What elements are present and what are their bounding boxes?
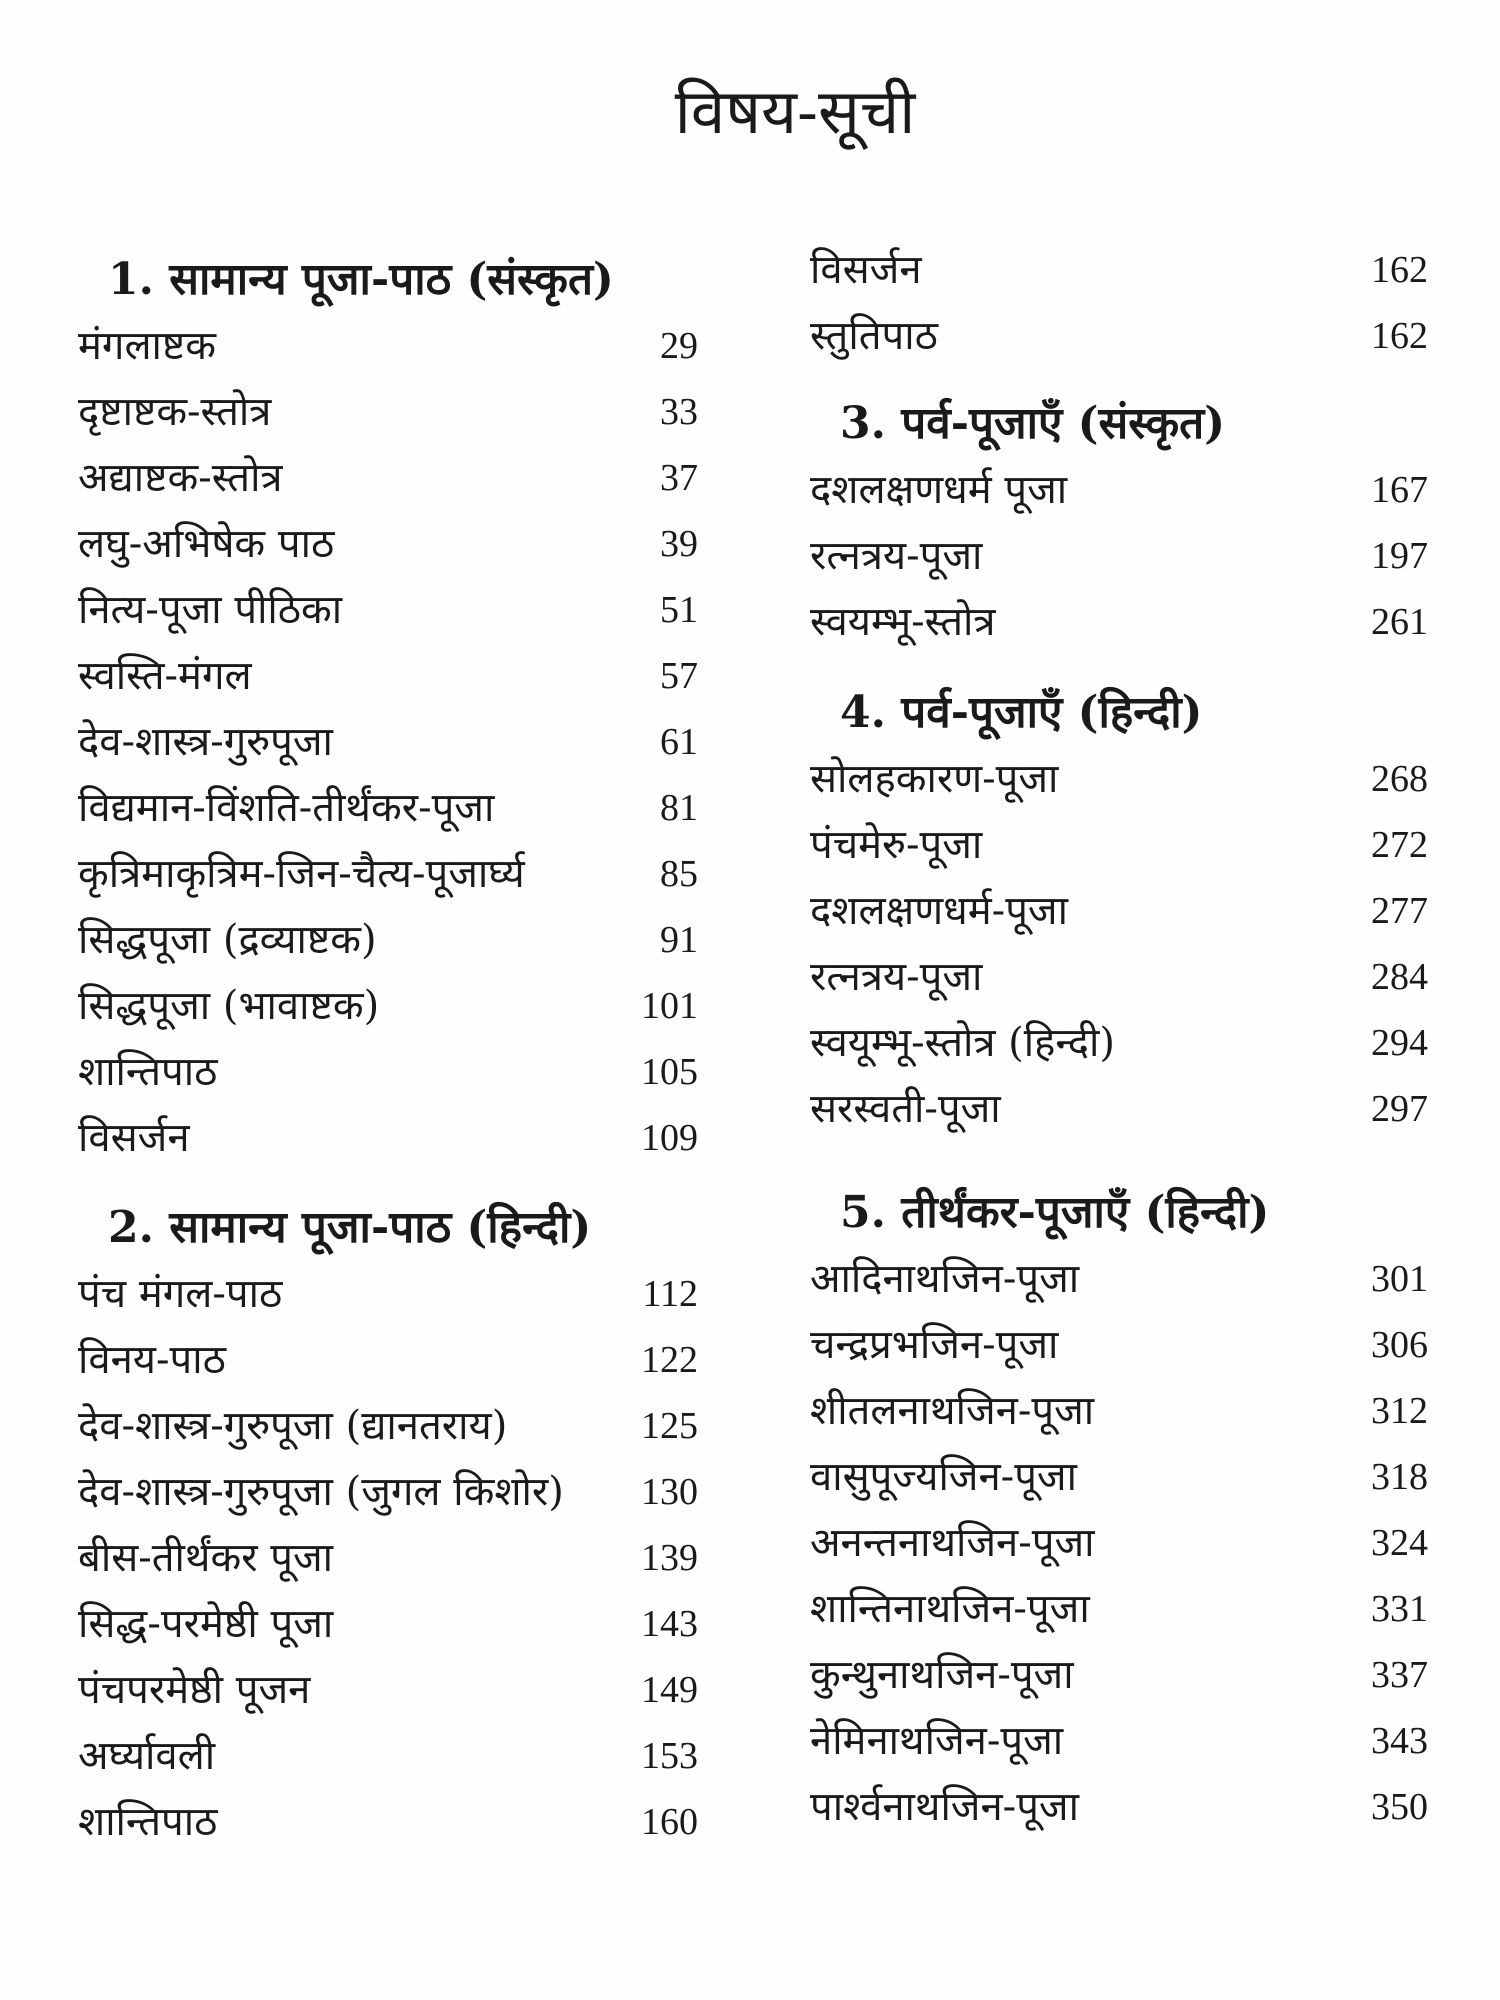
entry-title: वासुपूज्यजिन-पूजा (810, 1454, 1077, 1500)
entry-title: स्वयूम्भू-स्तोत्र (हिन्दी) (810, 1020, 1115, 1066)
entry-page-number: 37 (660, 457, 698, 499)
entry-title: देव-शास्त्र-गुरुपूजा (द्यानतराय) (78, 1403, 508, 1449)
toc-entry (78, 1105, 698, 1171)
contents-section (810, 680, 1428, 1142)
entry-page-number: 331 (1371, 1588, 1428, 1630)
contents-section (78, 247, 698, 1171)
entry-title: स्तुतिपाठ (810, 313, 938, 359)
entry-title: नेमिनाथजिन-पूजा (810, 1718, 1064, 1764)
entry-title: शीतलनाथजिन-पूजा (810, 1388, 1095, 1434)
entry-page-number: 318 (1371, 1456, 1428, 1498)
toc-entry (810, 303, 1428, 369)
entry-title: शान्तिपाठ (78, 1049, 218, 1095)
entry-page-number: 61 (660, 721, 698, 763)
entry-title: चन्द्रप्रभजिन-पूजा (810, 1322, 1059, 1368)
entry-title: पंचपरमेष्ठी पूजन (78, 1667, 311, 1713)
toc-entry (810, 523, 1428, 589)
toc-entry (78, 445, 698, 511)
section-heading: 4. पर्व-पूजाएँ (हिन्दी) (840, 687, 1203, 738)
entry-page-number: 306 (1371, 1324, 1428, 1366)
entry-page-number: 51 (660, 589, 698, 631)
toc-entry (810, 1444, 1428, 1510)
entry-title: विनय-पाठ (78, 1337, 226, 1383)
entry-title: बीस-तीर्थंकर पूजा (78, 1535, 334, 1581)
toc-entry (78, 643, 698, 709)
toc-entry (78, 1327, 698, 1393)
entry-page-number: 153 (641, 1735, 698, 1777)
entry-title: लघु-अभिषेक पाठ (78, 521, 335, 567)
toc-entry (78, 1657, 698, 1723)
entry-page-number: 29 (660, 325, 698, 367)
entry-title: विसर्जन (810, 247, 922, 293)
entry-page-number: 272 (1371, 824, 1428, 866)
entry-page-number: 125 (641, 1405, 698, 1447)
toc-entry (78, 973, 698, 1039)
entry-page-number: 85 (660, 853, 698, 895)
entry-page-number: 294 (1371, 1022, 1428, 1064)
toc-entry (78, 1723, 698, 1789)
toc-entry (810, 944, 1428, 1010)
toc-entry (810, 1576, 1428, 1642)
entry-page-number: 343 (1371, 1720, 1428, 1762)
toc-entry (810, 1510, 1428, 1576)
entry-title: पार्श्वनाथजिन-पूजा (810, 1784, 1079, 1830)
toc-entry (810, 457, 1428, 523)
entry-page-number: 284 (1371, 956, 1428, 998)
toc-entry (810, 1010, 1428, 1076)
entry-page-number: 81 (660, 787, 698, 829)
entry-title: विद्यमान-विंशति-तीर्थंकर-पूजा (78, 785, 495, 831)
toc-entry (810, 878, 1428, 944)
entry-title: पंच मंगल-पाठ (78, 1271, 283, 1317)
entry-page-number: 350 (1371, 1786, 1428, 1828)
entry-page-number: 139 (641, 1537, 698, 1579)
entry-page-number: 149 (641, 1669, 698, 1711)
entry-page-number: 130 (641, 1471, 698, 1513)
entry-title: कुन्थुनाथजिन-पूजा (810, 1652, 1074, 1698)
entry-page-number: 324 (1371, 1522, 1428, 1564)
entry-title: विसर्जन (78, 1115, 190, 1161)
toc-entry (810, 1642, 1428, 1708)
toc-entry (810, 1312, 1428, 1378)
contents-section (810, 1180, 1428, 1840)
toc-entry (810, 746, 1428, 812)
entry-title: सिद्धपूजा (द्रव्याष्टक) (78, 917, 377, 963)
toc-entry (78, 577, 698, 643)
toc-entry (810, 1076, 1428, 1142)
entry-title: शान्तिनाथजिन-पूजा (810, 1586, 1090, 1632)
entry-page-number: 109 (641, 1117, 698, 1159)
toc-entry (810, 1708, 1428, 1774)
toc-entry (810, 1378, 1428, 1444)
toc-entry (78, 1261, 698, 1327)
toc-entry (810, 589, 1428, 655)
toc-entry (78, 1789, 698, 1855)
toc-entry (78, 1039, 698, 1105)
entry-page-number: 122 (641, 1339, 698, 1381)
entry-title: सिद्ध-परमेष्ठी पूजा (78, 1601, 334, 1647)
entry-title: दशलक्षणधर्म पूजा (810, 467, 1068, 513)
toc-entry (810, 237, 1428, 303)
entry-title: सरस्वती-पूजा (810, 1086, 1001, 1132)
entry-page-number: 337 (1371, 1654, 1428, 1696)
section-heading: 1. सामान्य पूजा-पाठ (संस्कृत) (108, 254, 614, 305)
entry-page-number: 297 (1371, 1088, 1428, 1130)
entry-page-number: 277 (1371, 890, 1428, 932)
toc-entry (810, 1774, 1428, 1840)
entry-page-number: 162 (1371, 315, 1428, 357)
toc-entry (810, 1246, 1428, 1312)
toc-entry (78, 1591, 698, 1657)
contents-section (810, 391, 1428, 655)
entry-title: रत्नत्रय-पूजा (810, 533, 983, 579)
entry-page-number: 91 (660, 919, 698, 961)
entry-title: अनन्तनाथजिन-पूजा (810, 1520, 1095, 1566)
entry-title: दशलक्षणधर्म-पूजा (810, 888, 1068, 934)
entry-page-number: 160 (641, 1801, 698, 1843)
toc-entry (78, 313, 698, 379)
entry-page-number: 112 (642, 1273, 698, 1315)
entry-title: स्वयम्भू-स्तोत्र (810, 599, 996, 645)
entry-page-number: 167 (1371, 469, 1428, 511)
entry-page-number: 301 (1371, 1258, 1428, 1300)
entry-page-number: 33 (660, 391, 698, 433)
entry-title: आदिनाथजिन-पूजा (810, 1256, 1080, 1302)
entry-title: अर्घ्यावली (78, 1733, 216, 1779)
entry-page-number: 101 (641, 985, 698, 1027)
entry-title: देव-शास्त्र-गुरुपूजा (78, 719, 333, 765)
entry-page-number: 261 (1371, 601, 1428, 643)
contents-section (810, 237, 1428, 369)
entry-page-number: 57 (660, 655, 698, 697)
section-heading: 5. तीर्थंकर-पूजाएँ (हिन्दी) (840, 1187, 1270, 1238)
entry-title: दृष्टाष्टक-स्तोत्र (78, 389, 272, 435)
entry-title: रत्नत्रय-पूजा (810, 954, 983, 1000)
entry-title: स्वस्ति-मंगल (78, 653, 252, 699)
toc-entry (810, 812, 1428, 878)
section-heading: 3. पर्व-पूजाएँ (संस्कृत) (840, 398, 1226, 449)
entry-page-number: 197 (1371, 535, 1428, 577)
entry-page-number: 105 (641, 1051, 698, 1093)
entry-title: कृत्रिमाकृत्रिम-जिन-चैत्य-पूजार्घ्य (78, 851, 525, 897)
entry-title: अद्याष्टक-स्तोत्र (78, 455, 283, 501)
entry-title: शान्तिपाठ (78, 1799, 218, 1845)
page-title: विषय-सूची (674, 75, 916, 148)
entry-title: मंगलाष्टक (78, 323, 216, 369)
toc-entry (78, 379, 698, 445)
entry-page-number: 312 (1371, 1390, 1428, 1432)
entry-title: पंचमेरु-पूजा (810, 822, 983, 868)
toc-entry (78, 841, 698, 907)
entry-title: नित्य-पूजा पीठिका (78, 587, 343, 633)
toc-entry (78, 709, 698, 775)
entry-page-number: 39 (660, 523, 698, 565)
entry-page-number: 268 (1371, 758, 1428, 800)
toc-entry (78, 1459, 698, 1525)
toc-entry (78, 907, 698, 973)
toc-entry (78, 1525, 698, 1591)
entry-title: देव-शास्त्र-गुरुपूजा (जुगल किशोर) (78, 1469, 564, 1515)
entry-page-number: 143 (641, 1603, 698, 1645)
section-heading: 2. सामान्य पूजा-पाठ (हिन्दी) (108, 1202, 592, 1253)
entry-title: सिद्धपूजा (भावाष्टक) (78, 983, 380, 1029)
contents-section (78, 1195, 698, 1855)
toc-entry (78, 1393, 698, 1459)
toc-entry (78, 511, 698, 577)
entry-page-number: 162 (1371, 249, 1428, 291)
entry-title: सोलहकारण-पूजा (810, 756, 1059, 802)
toc-entry (78, 775, 698, 841)
